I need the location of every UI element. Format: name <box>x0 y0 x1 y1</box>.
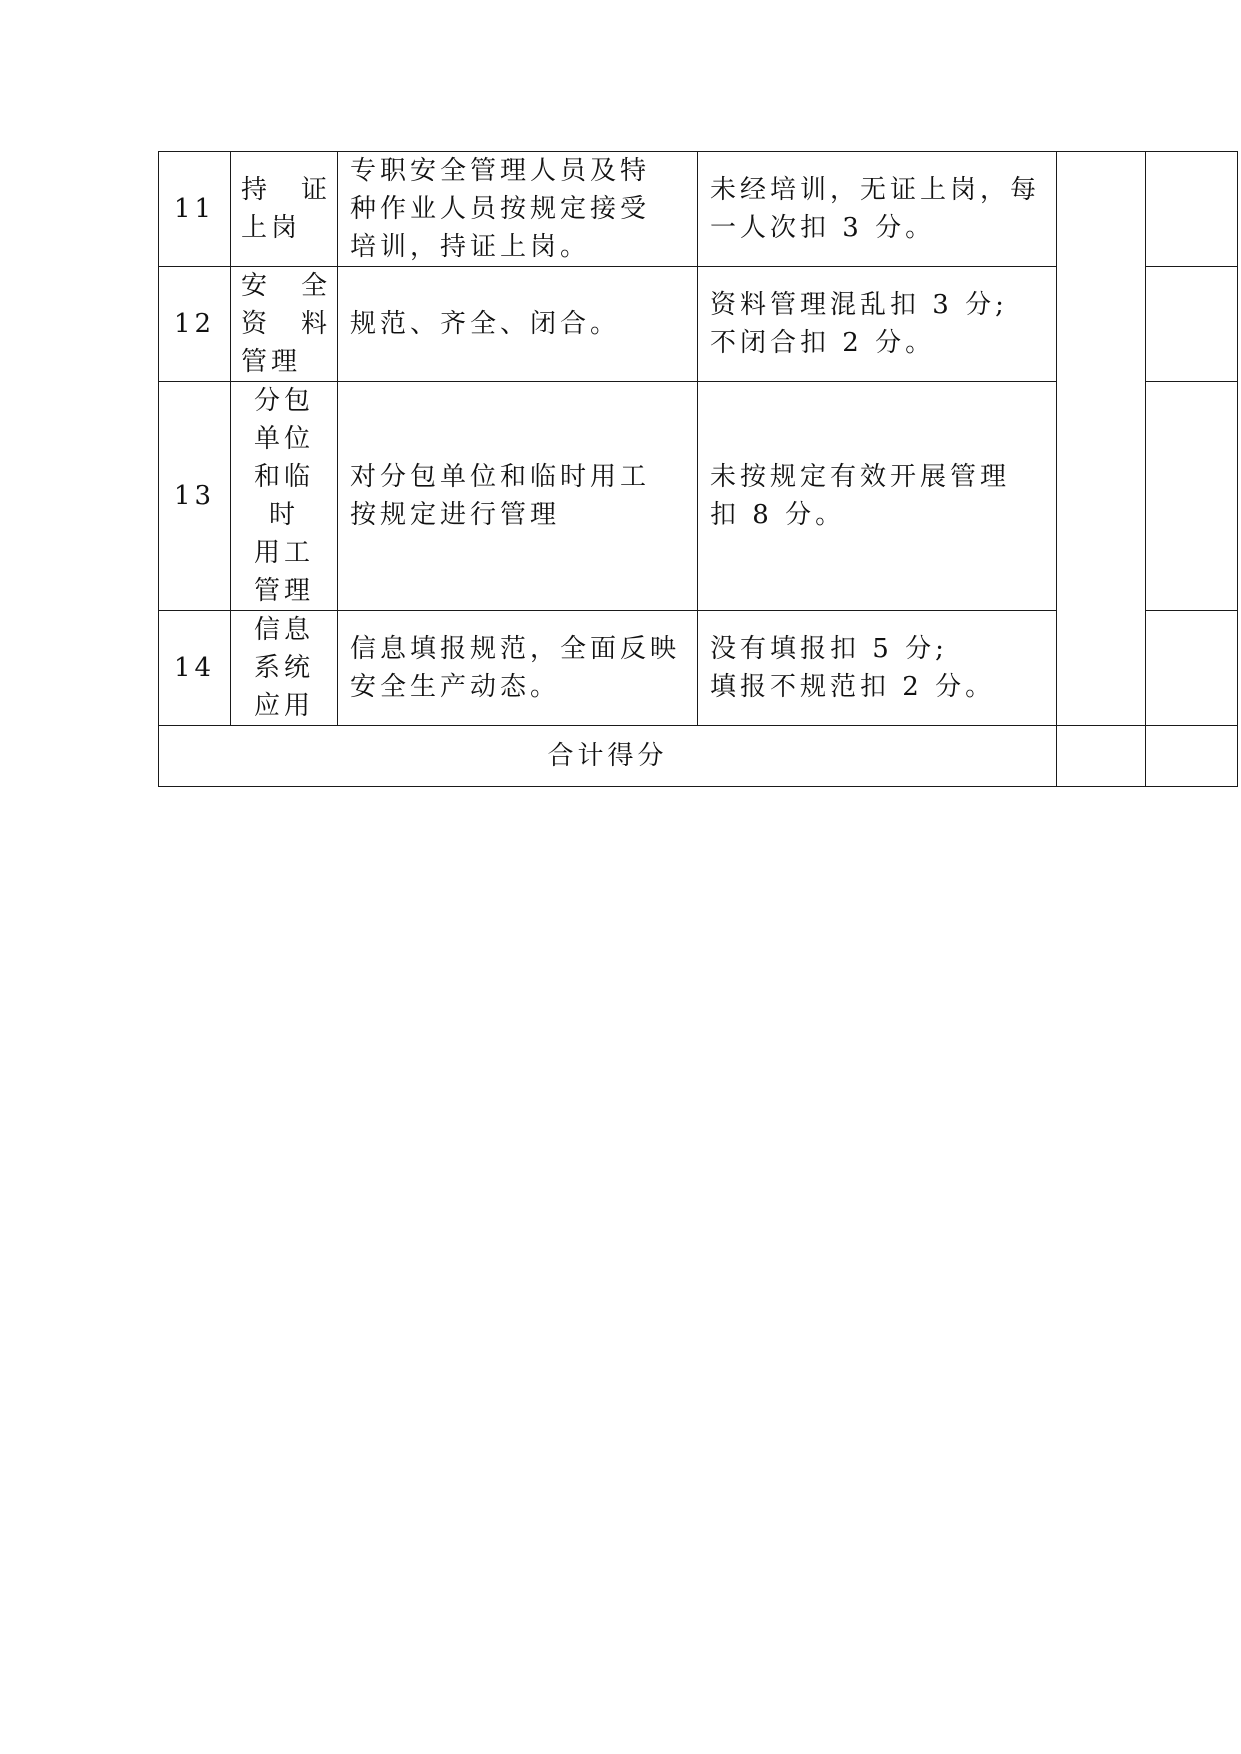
scoring-table <box>158 151 1238 787</box>
item-name <box>231 611 337 725</box>
item-name-line: 单位 <box>253 424 314 454</box>
item-name-line: 信息 <box>253 615 314 645</box>
deduction-rule-line: 填报不规范扣 2 分。 <box>710 672 996 702</box>
deduction-rule-line: 没有填报扣 5 分; <box>710 634 948 664</box>
item-name-line: 上岗 <box>241 213 302 243</box>
row-number: 13 <box>159 382 231 611</box>
deduction-rule-line: 扣 8 分。 <box>710 500 846 530</box>
item-name-cell <box>231 152 338 267</box>
item-name-line: 资 料 <box>241 309 331 339</box>
standard-line: 安全生产动态。 <box>350 672 561 702</box>
item-name-line: 分包 <box>253 386 314 416</box>
row-number: 14 <box>159 611 231 726</box>
item-name-line: 时 <box>268 500 299 530</box>
deduction-rule-cell <box>698 382 1057 611</box>
obtained-score-cell <box>1146 152 1238 267</box>
obtained-score-cell <box>1146 382 1238 611</box>
standard-line: 种作业人员按规定接受 <box>350 194 651 224</box>
deduction-rule-cell <box>698 611 1057 726</box>
total-score-label: 合计得分 <box>159 726 1057 787</box>
obtained-score-cell <box>1146 611 1238 726</box>
item-name <box>231 382 337 610</box>
item-name-line: 持 证 <box>241 175 331 205</box>
deduction-rule-cell <box>698 267 1057 382</box>
item-name-cell <box>231 611 338 726</box>
obtained-score-cell <box>1146 267 1238 382</box>
item-name-cell <box>231 267 338 382</box>
item-name-line: 安 全 <box>241 271 331 301</box>
standard-line: 按规定进行管理 <box>350 500 561 530</box>
deduction-rule-line: 未按规定有效开展管理 <box>710 462 1011 492</box>
deduction-rule-line: 未经培训，无证上岗，每 <box>710 175 1041 205</box>
item-name-line: 用工 <box>253 538 314 568</box>
standard-line: 信息填报规范，全面反映 <box>350 634 681 664</box>
total-obtained-cell <box>1146 726 1238 787</box>
item-name-line: 系统 <box>253 653 314 683</box>
total-row <box>159 726 1238 787</box>
score-cell <box>1057 152 1146 726</box>
total-score-cell <box>1057 726 1146 787</box>
standard-cell <box>338 152 698 267</box>
standard-cell <box>338 611 698 726</box>
deduction-rule-line: 资料管理混乱扣 3 分; <box>710 290 1008 320</box>
item-name <box>231 267 337 381</box>
item-name-line: 和临 <box>253 462 314 492</box>
deduction-rule-cell <box>698 152 1057 267</box>
deduction-rule-line: 一人次扣 3 分。 <box>710 213 936 243</box>
item-name-line: 应用 <box>253 691 314 721</box>
standard-cell <box>338 382 698 611</box>
standard-line: 专职安全管理人员及特 <box>350 156 651 186</box>
row-number: 12 <box>159 267 231 382</box>
standard-line: 对分包单位和临时用工 <box>350 462 651 492</box>
deduction-rule-line: 不闭合扣 2 分。 <box>710 328 936 358</box>
item-name <box>231 171 337 247</box>
standard-cell <box>338 267 698 382</box>
standard-line: 规范、齐全、闭合。 <box>350 309 621 339</box>
item-name-line: 管理 <box>253 576 314 606</box>
standard-line: 培训，持证上岗。 <box>350 232 591 262</box>
row-number: 11 <box>159 152 231 267</box>
item-name-line: 管理 <box>241 347 302 377</box>
table-row <box>159 152 1238 267</box>
item-name-cell <box>231 382 338 611</box>
